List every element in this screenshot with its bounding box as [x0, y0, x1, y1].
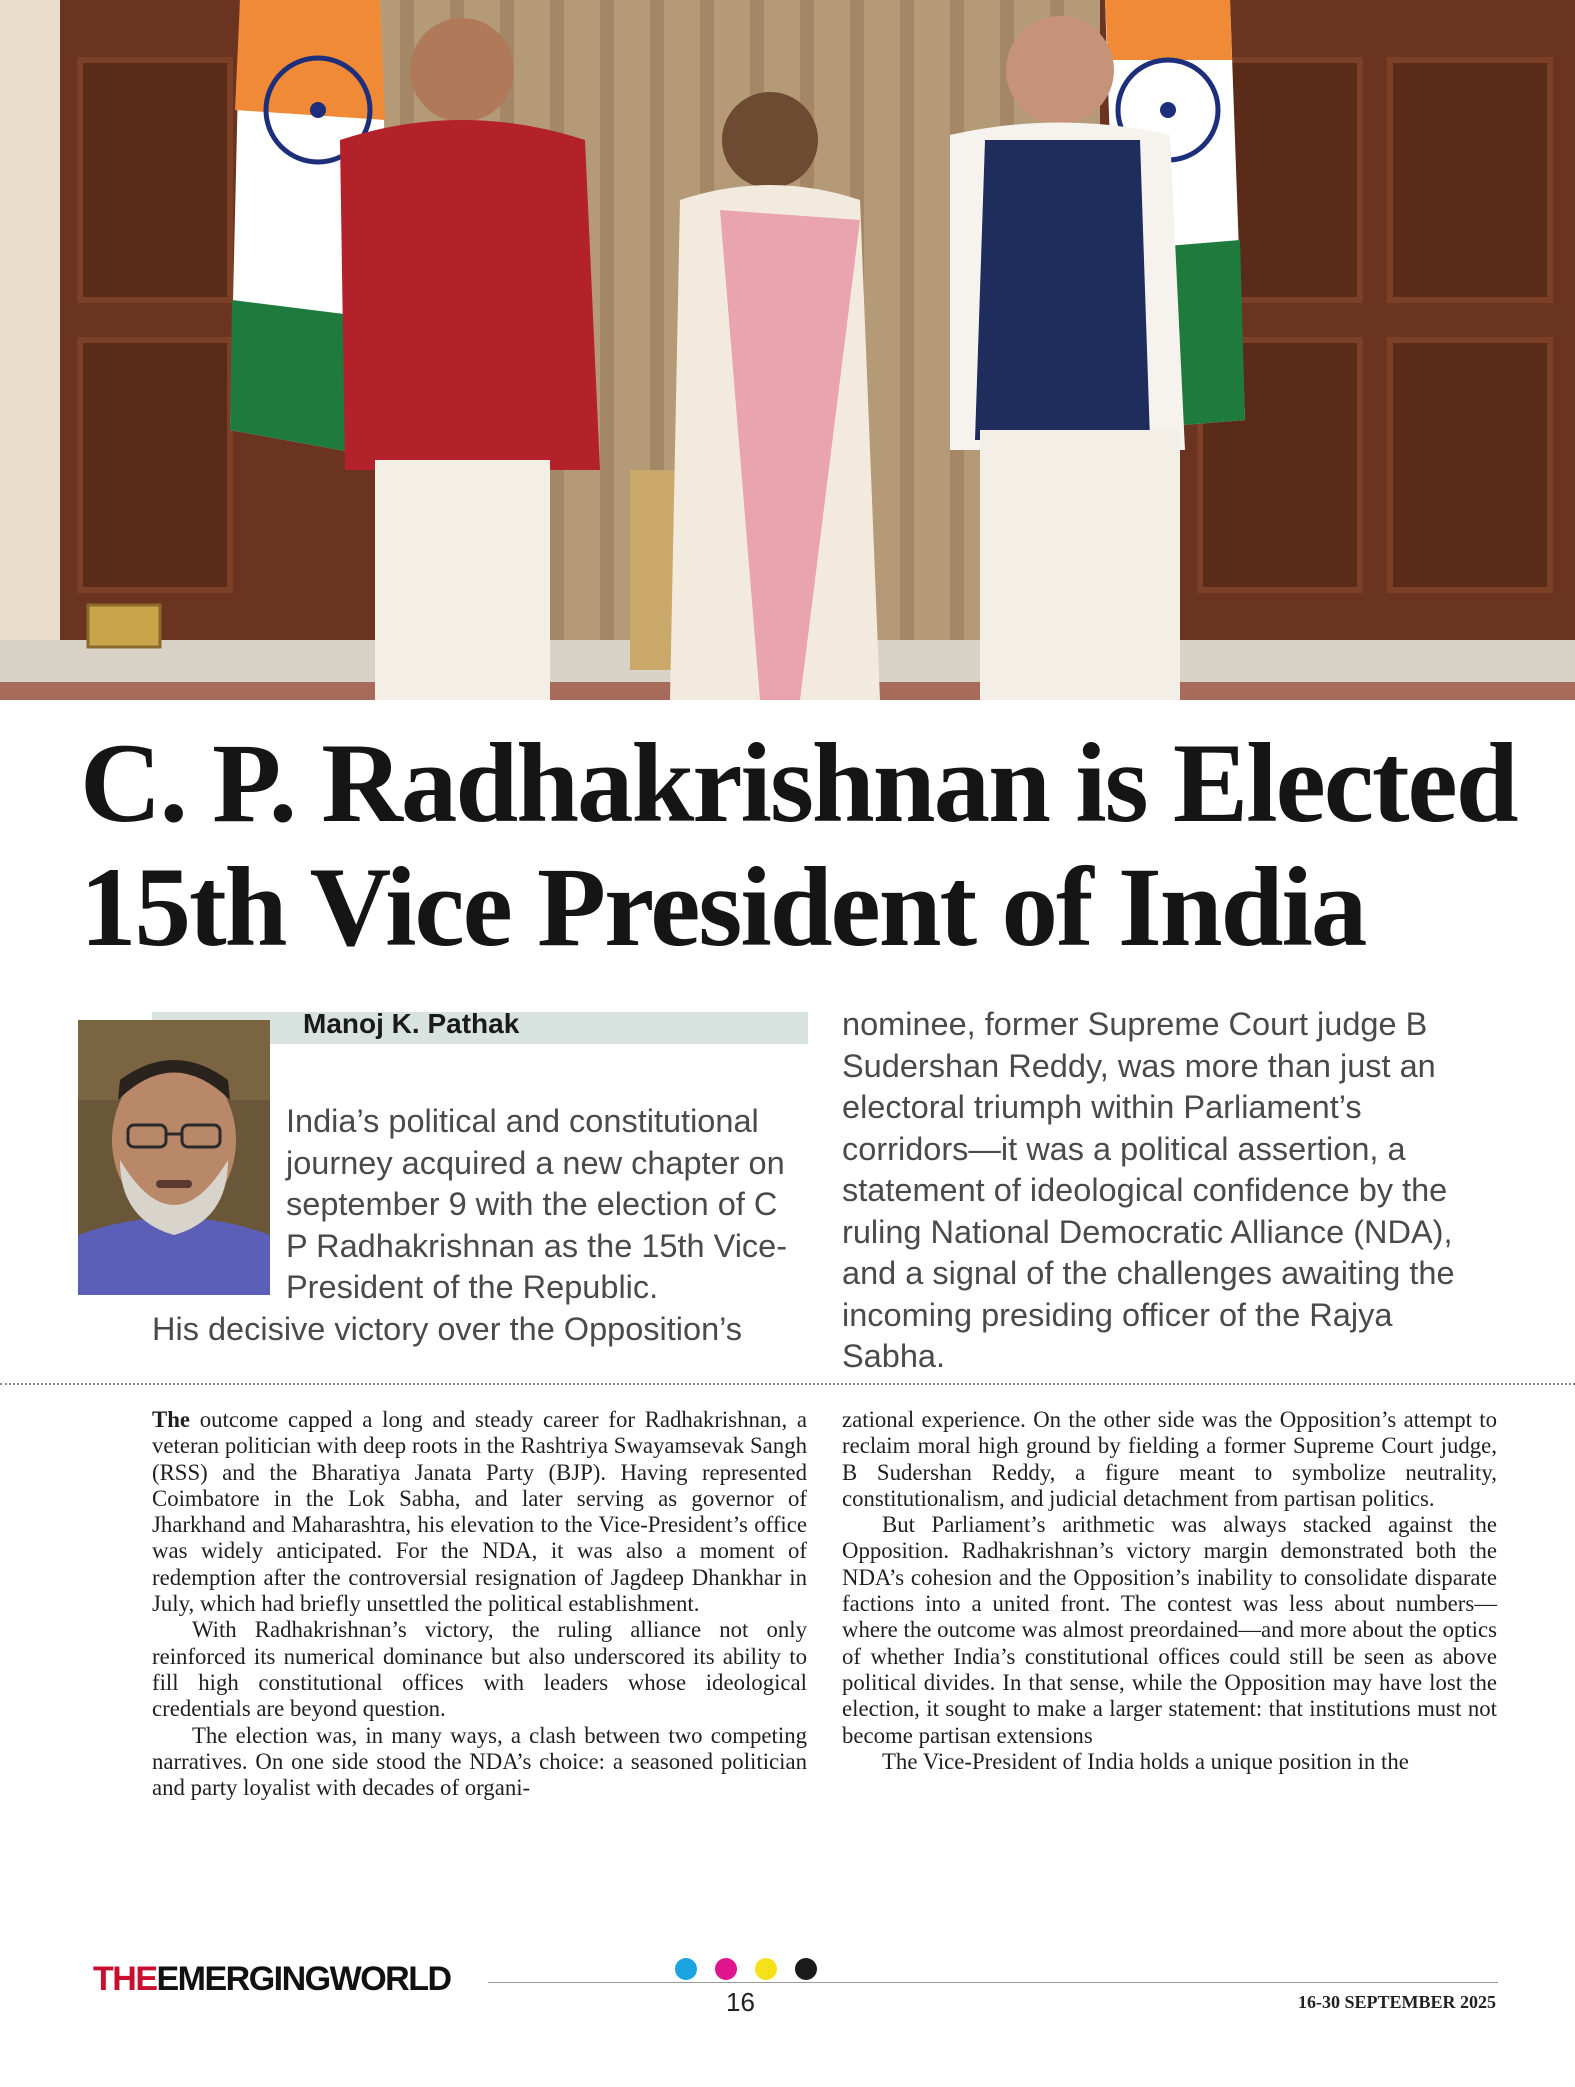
section-divider — [0, 1383, 1575, 1385]
footer-rule — [488, 1982, 1498, 1983]
body-paragraph — [152, 1407, 807, 1617]
author-photo — [78, 1020, 270, 1295]
article-headline — [80, 722, 1520, 970]
hero-photo-illustration — [0, 0, 1575, 700]
headline-line-2: 15th Vice President of India — [80, 845, 1366, 970]
intro-text-right: nominee, former Supreme Court judge B Sudershan Reddy, was more than just an electoral triumph within Parliament’s corridors—it was a political assertion, a statement of ideological confidence by the ruling National Democratic Alliance (NDA), and a signal of the challenges awaiting the incoming presiding officer of the Rajya Sabha. — [842, 1006, 1455, 1374]
body-paragraph: But Parliament’s arithmetic was always stacked against the Opposition. Radhakrishnan’s victory margin demonstrated both the NDA’s cohesion and the Opposition’s inability to consolidate disparate factions into a united front. The contest was less about numbers—where the outcome was almost preordained—and more about the optics of whether India’s constitutional offices could still be seen as above political divides. In that sense, while the Opposition may have lost the election, it sought to make a larger statement: that institutions must not become partisan extensions — [842, 1512, 1497, 1748]
author-portrait-illustration — [78, 1020, 270, 1295]
logo-rest: EMERGINGWORLD — [156, 1960, 451, 1998]
body-paragraph-text: outcome capped a long and steady career for Radhakrishnan, a veteran politician with deep roots in the Rashtriya Swayamsevak Sangh (RSS) and the Bharatiya Janata Party (BJP). Having represented Coimbatore in the Lok Sabha, and later serving as governor of Jharkhand and Maharashtra, his elevation to the Vice-President’s office was widely anticipated. For the NDA, it was also a moment of redemption after the controversial resignation of Jagdeep Dhankhar in July, which had briefly unsettled the political establishment. — [152, 1407, 807, 1617]
author-byline: Manoj K. Pathak — [303, 1008, 520, 1039]
body-paragraph: With Radhakrishnan’s victory, the ruling alliance not only reinforced its numerical dominance but also underscored its ability to fill high constitutional offices with leaders whose ideological credentials are beyond question. — [152, 1617, 807, 1722]
intro-text-left-continued: His decisive victory over the Opposition’s — [152, 1311, 743, 1347]
intro-text-left: India’s political and constitutional journey acquired a new chapter on september 9 with the election of C P Radhakrishnan as the 15th Vice-President of the Republic. — [286, 1103, 788, 1305]
body-paragraph: The election was, in many ways, a clash between two competing narratives. On one side stood the NDA’s choice: a seasoned politician and party loyalist with decades of organi- — [152, 1722, 807, 1801]
page-number: 16 — [726, 1987, 755, 2017]
headline-line-1: C. P. Radhakrishnan is Elected — [80, 721, 1517, 846]
issue-date: 16-30 SEPTEMBER 2025 — [1297, 1992, 1496, 2012]
body-column-left — [152, 1407, 807, 1801]
registration-dot-yellow — [755, 1958, 777, 1980]
registration-dot-cyan — [675, 1958, 697, 1980]
logo-the: THE — [93, 1960, 157, 1998]
registration-dot-black — [795, 1958, 817, 1980]
body-paragraph: zational experience. On the other side was the Opposition’s attempt to reclaim moral high ground by fielding a former Supreme Court judge, B Sudershan Reddy, a figure meant to symbolize neutrality, constitutionalism, and judicial detachment from partisan politics. — [842, 1407, 1497, 1511]
publication-logo — [93, 1960, 451, 1999]
body-column-right — [842, 1407, 1497, 1775]
hero-photo — [0, 0, 1575, 700]
registration-dot-magenta — [715, 1958, 737, 1980]
lead-word: The — [152, 1407, 191, 1432]
body-paragraph: The Vice-President of India holds a unique position in the — [882, 1748, 1409, 1774]
